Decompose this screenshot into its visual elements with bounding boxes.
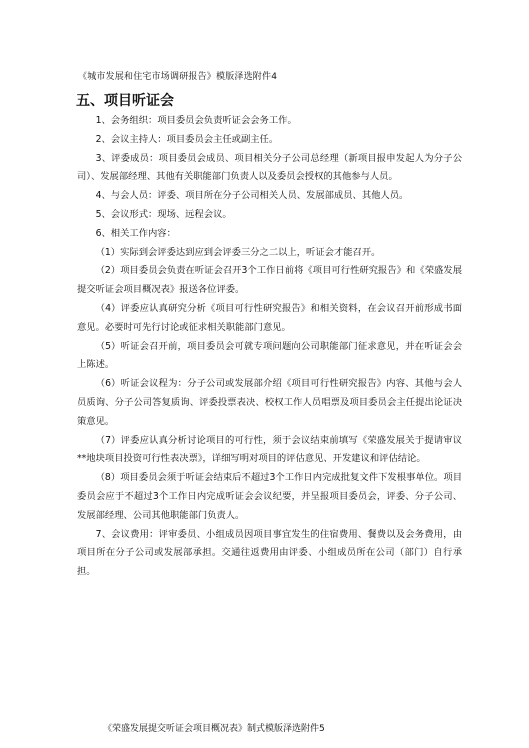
paragraph: （8）项目委员会须于听证会结束后不超过3个工作日内完成批复文件下发根事单位。项目委员会应于不超过3个工作日内完成听证会会议纪要，并呈报项目委员会，评委、分子公司、发展部经理、公司其他职能部门负责人。	[77, 472, 462, 521]
paragraph: （6）听证会议程为：分子公司或发展部介绍《项目可行性研究报告》内容、其他与会人员质询、分子公司答复质询、评委投票表决、校权工作人员唱票及项目委员会主任提出论证决策意见。	[77, 378, 462, 427]
paragraph: 5、会议形式：现场、远程会议。	[95, 208, 232, 220]
paragraph: 1、会务组织：项目委员会负责听证会会务工作。	[95, 115, 297, 126]
paragraph: （2）项目委员会负责在听证会召开3个工作日前将《项目可行性研究报告》和《荣盛发展提交听证会项目概况表》报送各位评委。	[77, 265, 462, 296]
paragraph: （7）评委应认真分析讨论项目的可行性，须于会议结束前填写《荣盛发展关于提请审议**地块项目投资可行性表决票》，详细写明对项目的评估意见、开发建议和评估结论。	[77, 434, 462, 465]
page-header: 《城市发展和住宅市场调研报告》模版泽选附件4	[78, 72, 278, 82]
paragraph: 6、相关工作内容：	[95, 227, 176, 239]
paragraph: 2、会议主持人：项目委员会主任或副主任。	[95, 133, 279, 145]
paragraph: 3、评委成员：项目委员会成员、项目相关分子公司总经理（新项目报申发起人为分子公司）、发展部经理、其他有关职能部门负责人以及委员会授权的其他参与人员。	[77, 152, 462, 183]
paragraph: 4、与会人员：评委、项目所在分子公司相关人员、发展部成员、其他人员。	[95, 190, 409, 202]
paragraph: （5）听证会召开前，项目委员会可就专项问题向公司职能部门征求意见，并在听证会会上陈述。	[77, 340, 462, 371]
paragraph: （1）实际到会评委达到应到会评委三分之二以上，听证会才能召开。	[95, 246, 381, 258]
section-title: 五、项目听证会	[76, 93, 174, 109]
document-body	[77, 112, 462, 582]
page-footer: 《荣盛发展提交听证会项目概况表》制式模版泽选附件5	[103, 724, 325, 734]
paragraph: （4）评委应认真研究分析《项目可行性研究报告》和相关资料，在会议召开前形成书面意见。必要时可先行讨论或征求相关职能部门意见。	[77, 302, 462, 333]
paragraph: 7、会议费用：评审委员、小组成员因项目事宜发生的住宿费用、餐费以及会务费用，由项目所在分子公司或发展部承担。交通往返费用由评委、小组成员所在公司（部门）自行承担。	[77, 528, 462, 578]
